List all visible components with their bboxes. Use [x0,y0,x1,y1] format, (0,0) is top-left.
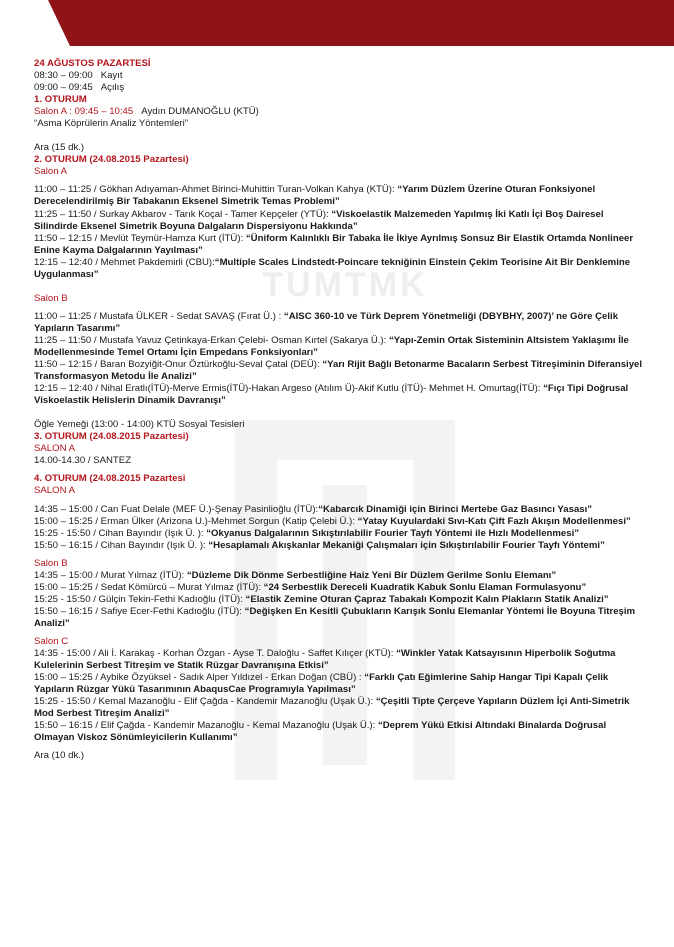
session1-salon: Salon A : 09:45 – 10:45 [34,106,134,118]
talk-item [34,606,646,630]
salon-label: Salon B [34,557,68,569]
talk-title: “Winkler Yatak Katsayısının Hiperbolik Soğutma Kulelerinin Serbest Titreşim ve Statik Rüzgar Davranışına Etkisi” [34,648,616,672]
talk-meta: 15:00 – 15:25 / Erman Ülker (Arizona U.)-Mehmet Sorgun (Katip Çelebi Ü.): [34,515,358,527]
talk-item [34,594,646,606]
talk-title: “Yarım Düzlem Üzerine Oturan Fonksiyonel Derecelendirilmiş Bir Tabakanın Eksenel Simetrik Temas Problemi” [34,184,596,208]
salon-label: Salon B [34,292,68,304]
talk-meta: 14:35 – 15:00 / Murat Yılmaz (İTÜ): [34,569,187,581]
talk-item [34,504,646,516]
watermark-text: TUMTMK [262,270,428,304]
talk-meta: 11:00 – 11:25 / Mustafa ÜLKER - Sedat SAVAŞ (Fırat Ü.) : [34,310,284,322]
talk-item [34,720,646,744]
talk-title: “Yarı Rijit Bağlı Betonarme Bacaların Serbest Titreşiminin Diferansiyel Transformasyon Metodu İle Analizi” [34,359,643,383]
talk-item [34,311,646,335]
lunch-note: Öğle Yemeği (13:00 - 14:00) KTÜ Sosyal Tesisleri [34,419,245,431]
talk-meta: 11:50 – 12:15 / Baran Bozyiğit-Onur Öztürkoğlu-Seval Çatal (DEÜ): [34,359,323,371]
salon-label: Salon A [34,166,68,178]
talk-item [34,582,646,594]
talk-item [34,359,646,383]
talk-meta: 15:25 - 15:50 / Cihan Bayındır (Işık Ü. ): [34,527,207,539]
session3-detail: 14.00-14.30 / SANTEZ [34,455,132,467]
talk-item [34,257,646,281]
talk-item [34,516,646,528]
talk-item [34,383,646,407]
opening-row [34,82,646,94]
opening-label: Açılış [100,82,125,94]
talk-title: “Okyanus Dalgalarının Sıkıştırılabilir Fourier Tayfı Yöntemi ile Hızlı Modellenmesi” [206,527,580,539]
header-band [0,0,674,47]
salon-label: SALON A [34,443,76,455]
talk-title: “Değişken En Kesitli Çubukların Karışık Sonlu Elemanlar Yöntemi İle Boyuna Titreşim Analizi” [34,605,636,629]
session2-title: 2. OTURUM (24.08.2015 Pazartesi) [34,154,189,166]
talk-title: “AISC 360-10 ve Türk Deprem Yönetmeliği (DBYBHY, 2007)’ ne Göre Çelik Yapıların Tasarımı” [34,310,619,334]
talk-meta: 15:25 - 15:50 / Gülçin Tekin-Fethi Kadıoğlu (İTÜ): [34,593,246,605]
day-title: 24 AĞUSTOS PAZARTESİ [34,58,151,69]
talk-item [34,528,646,540]
talk-item [34,335,646,359]
salon-label: Salon C [34,635,69,647]
talk-item [34,672,646,696]
talk-title: “Elastik Zemine Oturan Çapraz Tabakalı Kompozit Kalın Plakların Statik Analizi” [245,593,609,605]
talk-title: “Viskoelastik Malzemeden Yapılmış İki Katlı İçi Boş Dairesel Silindirde Eksenel Simetrik Boyuna Dalgaların Dispersiyonu Hakkında” [34,208,604,232]
session1-salon-row [34,106,646,118]
break-note: Ara (15 dk.) [34,142,85,154]
session1-talk: “Asma Köprülerin Analiz Yöntemleri” [34,118,188,130]
program-content [34,58,646,762]
opening-time: 08:30 – 09:00 [34,70,93,82]
talk-item [34,184,646,208]
talk-meta: 11:25 – 11:50 / Mustafa Yavuz Çetinkaya-Erkan Çelebi- Osman Kırtel (Sakarya Ü.): [34,334,389,346]
header-red-shape [35,0,674,46]
talk-item [34,696,646,720]
talk-item [34,570,646,582]
talk-meta: 15:00 – 15:25 / Aybike Özyüksel - Sadık Alper Yıldızel - Erkan Doğan (CBÜ) : [34,672,365,684]
talk-title: “Yapı-Zemin Ortak Sisteminin Altsistem Yaklaşımı İle Modellenmesinde Temel Ortamı İçin Empedans Fonksiyonları” [34,334,629,358]
talk-meta: 12:15 – 12:40 / Mehmet Pakdemirli (CBU): [34,256,215,268]
opening-label: Kayıt [100,70,123,82]
talk-item [34,648,646,672]
session1-title: 1. OTURUM [34,94,87,106]
talk-title: “Çeşitli Tipte Çerçeve Yapıların Düzlem İçi Anti-Simetrik Mod Serbest Titreşim Analizi” [34,696,630,720]
talk-meta: 11:00 – 11:25 / Gökhan Adıyaman-Ahmet Birinci-Muhittin Turan-Volkan Kahya (KTÜ): [34,184,398,196]
salon-label: SALON A [34,485,76,497]
talk-item [34,209,646,233]
talk-title: “Yatay Kuyulardaki Sıvı-Katı Çift Fazlı Akışın Modellenmesi” [357,515,631,527]
talk-meta: 15:50 – 16:15 / Safiye Ecer-Fethi Kadıoğlu (İTÜ): [34,605,245,617]
talk-title: “Hesaplamalı Akışkanlar Mekaniği Çalışmaları için Sıkıştırılabilir Fourier Tayfı Yöntemi” [208,539,605,551]
opening-row [34,70,646,82]
talk-item [34,540,646,552]
talk-title: “24 Serbestlik Dereceli Kuadratik Kabuk Sonlu Elaman Formulasyonu” [263,581,587,593]
talk-meta: 15:50 – 16:15 / Elif Çağda - Kandemir Mazanoğlu - Kemal Mazanoğlu (Uşak Ü.): [34,720,378,732]
talk-meta: 15:25 - 15:50 / Kemal Mazanoğlu - Elif Çağda - Kandemir Mazanoğlu (Uşak Ü.): [34,696,376,708]
talk-title: “Fıçı Tipi Doğrusal Viskoelastik Helislerin Dinamik Davranışı” [34,383,629,407]
opening-time: 09:00 – 09:45 [34,82,93,94]
talk-title: “Multiple Scales Lindstedt-Poincare tekniğinin Einstein Çekim Teorisine Ait Bir Denklemine Uygulanması” [34,256,631,280]
talk-meta: 14:35 – 15:00 / Can Fuat Delale (MEF Ü.)-Şenay Pasinlioğlu (İTÜ): [34,503,319,515]
talk-meta: 12:15 – 12:40 / Nihal Eratlı(İTÜ)-Merve Ermis(İTÜ)-Hakan Argeso (Atılım Ü)-Akif Kutlu (İTÜ)- Mehmet H. Omurtag(İTÜ): [34,383,544,395]
talk-meta: 15:50 – 16:15 / Cihan Bayındır (Işık Ü. ): [34,539,209,551]
talk-title: “Düzleme Dik Dönme Serbestliğine Haiz Yeni Bir Düzlem Gerilme Sonlu Elemanı” [186,569,557,581]
talk-title: “Farklı Çatı Eğimlerine Sahip Hangar Tipi Kapalı Çelik Yapıların Rüzgar Yükü Tasarımının AbaqusCae Programıyla Yapılması” [34,672,609,696]
talk-meta: 11:25 – 11:50 / Surkay Akbarov - Tarık Koçal - Tamer Kepçeler (YTÜ): [34,208,332,220]
talk-title: “Üniform Kalınlıklı Bir Tabaka İle İkiye Ayrılmış Sonsuz Bir Elastik Ortamda Nonlineer Enine Kayma Dalgalarının Yayılması” [34,232,634,256]
talk-meta: 15:00 – 15:25 / Sedat Kömürcü – Murat Yılmaz (İTÜ): [34,581,264,593]
talk-title: “Deprem Yükü Etkisi Altındaki Binalarda Doğrusal Olmayan Viskoz Sönümleyicilerin Kullanımı” [34,720,607,744]
session3-title: 3. OTURUM (24.08.2015 Pazartesi) [34,431,189,443]
talk-item [34,233,646,257]
header-decoration [0,0,674,47]
talk-meta: 14:35 - 15:00 / Ali İ. Karakaş - Korhan Özgan - Ayse T. Daloğlu - Saffet Kılıçer (KTÜ): [34,648,397,660]
talk-title: “Kabarcık Dinamiği için Birinci Mertebe Gaz Basıncı Yasası” [318,503,593,515]
break-note: Ara (10 dk.) [34,750,85,762]
session1-speaker: Aydın DUMANOĞLU (KTÜ) [141,106,259,118]
session4-title: 4. OTURUM (24.08.2015 Pazartesi [34,473,186,485]
talk-meta: 11:50 – 12:15 / Mevlüt Teymür-Hamza Kurt (İTÜ): [34,232,246,244]
